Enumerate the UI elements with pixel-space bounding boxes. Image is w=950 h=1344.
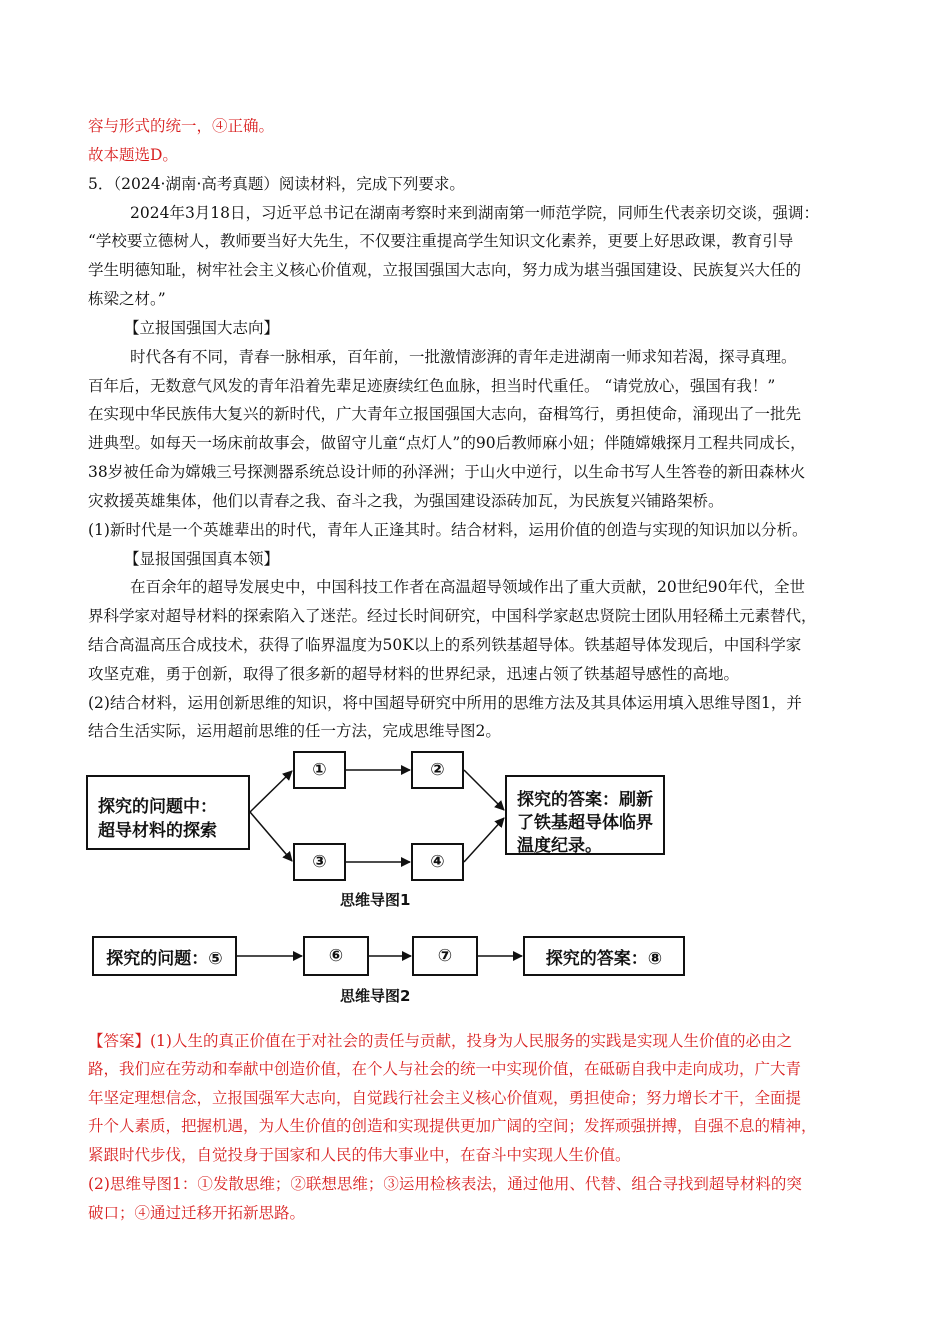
text-line: “学校要立德树人，教师要当好大先生，不仅要注重提高学生知识文化素养，更要上好思政课，教育引导: [88, 232, 794, 250]
text-line: 界科学家对超导材料的探索陷入了迷茫。经过长时间研究，中国科学家赵忠贤院士团队用轻稀土元素替代，: [88, 607, 817, 625]
map1-answer-line3: 温度纪录。: [517, 836, 602, 856]
text-line: 结合生活实际，运用超前思维的任一方法，完成思维导图2。: [88, 722, 501, 740]
arrow-2-to-answer: [464, 770, 504, 810]
text-line: 破口；④通过迁移开拓新思路。: [88, 1204, 306, 1222]
text-line: 灾救援英雄集体，他们以青春之我、奋斗之我，为强国建设添砖加瓦，为民族复兴铺路架桥。: [88, 492, 724, 510]
text-line: (2)思维导图1：①发散思维；②联想思维；③运用检核表法，通过他用、代替、组合寻找到超导材料的突: [88, 1175, 802, 1193]
text-line: (1)新时代是一个英雄辈出的时代，青年人正逢其时。结合材料，运用价值的创造与实现的知识加以分析。: [88, 521, 808, 539]
map1-node-1-label: ①: [312, 760, 327, 780]
text-line: 故本题选D。: [88, 146, 178, 164]
map1-node-2-label: ②: [430, 760, 445, 780]
map1-question-line2: 超导材料的探索: [98, 821, 217, 841]
map2-question-label: 探究的问题：⑤: [106, 948, 223, 969]
map1-node-3-label: ③: [312, 852, 327, 872]
map2-node-7-label: ⑦: [437, 946, 453, 966]
text-line: 【立报国强国大志向】: [124, 319, 280, 337]
text-line: 在实现中华民族伟大复兴的新时代，广大青年立报国强国大志向，奋楫笃行，勇担使命，涌现出了一批先: [88, 405, 802, 423]
arrow-4-to-answer: [464, 818, 504, 862]
arrow-q-to-1: [250, 771, 292, 812]
text-line: 容与形式的统一，④正确。: [88, 117, 275, 135]
text-line: 学生明德知耻，树牢社会主义核心价值观，立报国强国大志向，努力成为堪当强国建设、民族复兴大任的: [88, 261, 802, 279]
text-line: 攻坚克难，勇于创新，取得了很多新的超导材料的世界纪录，迅速占领了铁基超导感性的高地。: [88, 665, 740, 683]
text-line: 路，我们应在劳动和奉献中创造价值，在个人与社会的统一中实现价值，在砥砺自我中走向成功，广大青: [88, 1060, 802, 1078]
text-line: 结合高温高压合成技术，获得了临界温度为50K以上的系列铁基超导体。铁基超导体发现后，中国科学家: [88, 636, 802, 654]
text-line: 栋梁之材。”: [88, 290, 166, 308]
text-line: 5．（2024·湖南·高考真题）阅读材料，完成下列要求。: [88, 175, 465, 193]
map1-node-4-label: ④: [430, 852, 445, 872]
map2-node-6-label: ⑥: [328, 946, 344, 966]
map1-question-line1: 探究的问题中：: [98, 797, 217, 817]
text-line: (2)结合材料，运用创新思维的知识，将中国超导研究中所用的思维方法及其具体运用填入思维导图1，并: [88, 694, 802, 712]
text-line: 38岁被任命为嫦娥三号探测器系统总设计师的孙泽洲；于山火中逆行，以生命书写人生答卷的新田森林火: [88, 463, 806, 481]
map1-caption: 思维导图1: [340, 891, 411, 909]
text-line: 年坚定理想信念，立报国强军大志向，自觉践行社会主义核心价值观，勇担使命；努力增长才干，全面提: [88, 1089, 802, 1107]
text-line: 升个人素质，把握机遇，为人生价值的创造和实现提供更加广阔的空间；发挥顽强拼搏，自强不息的精神，: [88, 1117, 817, 1135]
map2-answer-label: 探究的答案：⑧: [545, 948, 663, 969]
text-line: 时代各有不同，青春一脉相承，百年前，一批激情澎湃的青年走进湖南一师求知若渴，探寻真理。: [130, 348, 797, 366]
map1-answer-line1: 探究的答案：刷新: [517, 790, 653, 810]
arrow-q-to-3: [250, 812, 292, 861]
text-line: 进典型。如每天一场床前故事会，做留守儿童“点灯人”的90后教师麻小妞；伴随嫦娥探月工程共同成长，: [88, 434, 806, 452]
text-line: 2024年3月18日，习近平总书记在湖南考察时来到湖南第一师范学院，同师生代表亲切交谈，强调：: [130, 204, 820, 222]
text-line: 紧跟时代步伐，自觉投身于国家和人民的伟大事业中，在奋斗中实现人生价值。: [88, 1146, 631, 1164]
text-line: 【显报国强国真本领】: [124, 550, 280, 568]
map2-caption: 思维导图2: [340, 987, 411, 1005]
text-line: 在百余年的超导发展史中，中国科技工作者在高温超导领域作出了重大贡献，20世纪90年代，全世: [130, 578, 805, 596]
text-line: 百年后，无数意气风发的青年沿着先辈足迹赓续红色血脉，担当时代重任。 “请党放心，强国有我！”: [88, 377, 776, 395]
map1-answer-line2: 了铁基超导体临界: [517, 813, 653, 833]
text-line: 【答案】(1)人生的真正价值在于对社会的责任与贡献，投身为人民服务的实践是实现人生价值的必由之: [88, 1032, 792, 1050]
